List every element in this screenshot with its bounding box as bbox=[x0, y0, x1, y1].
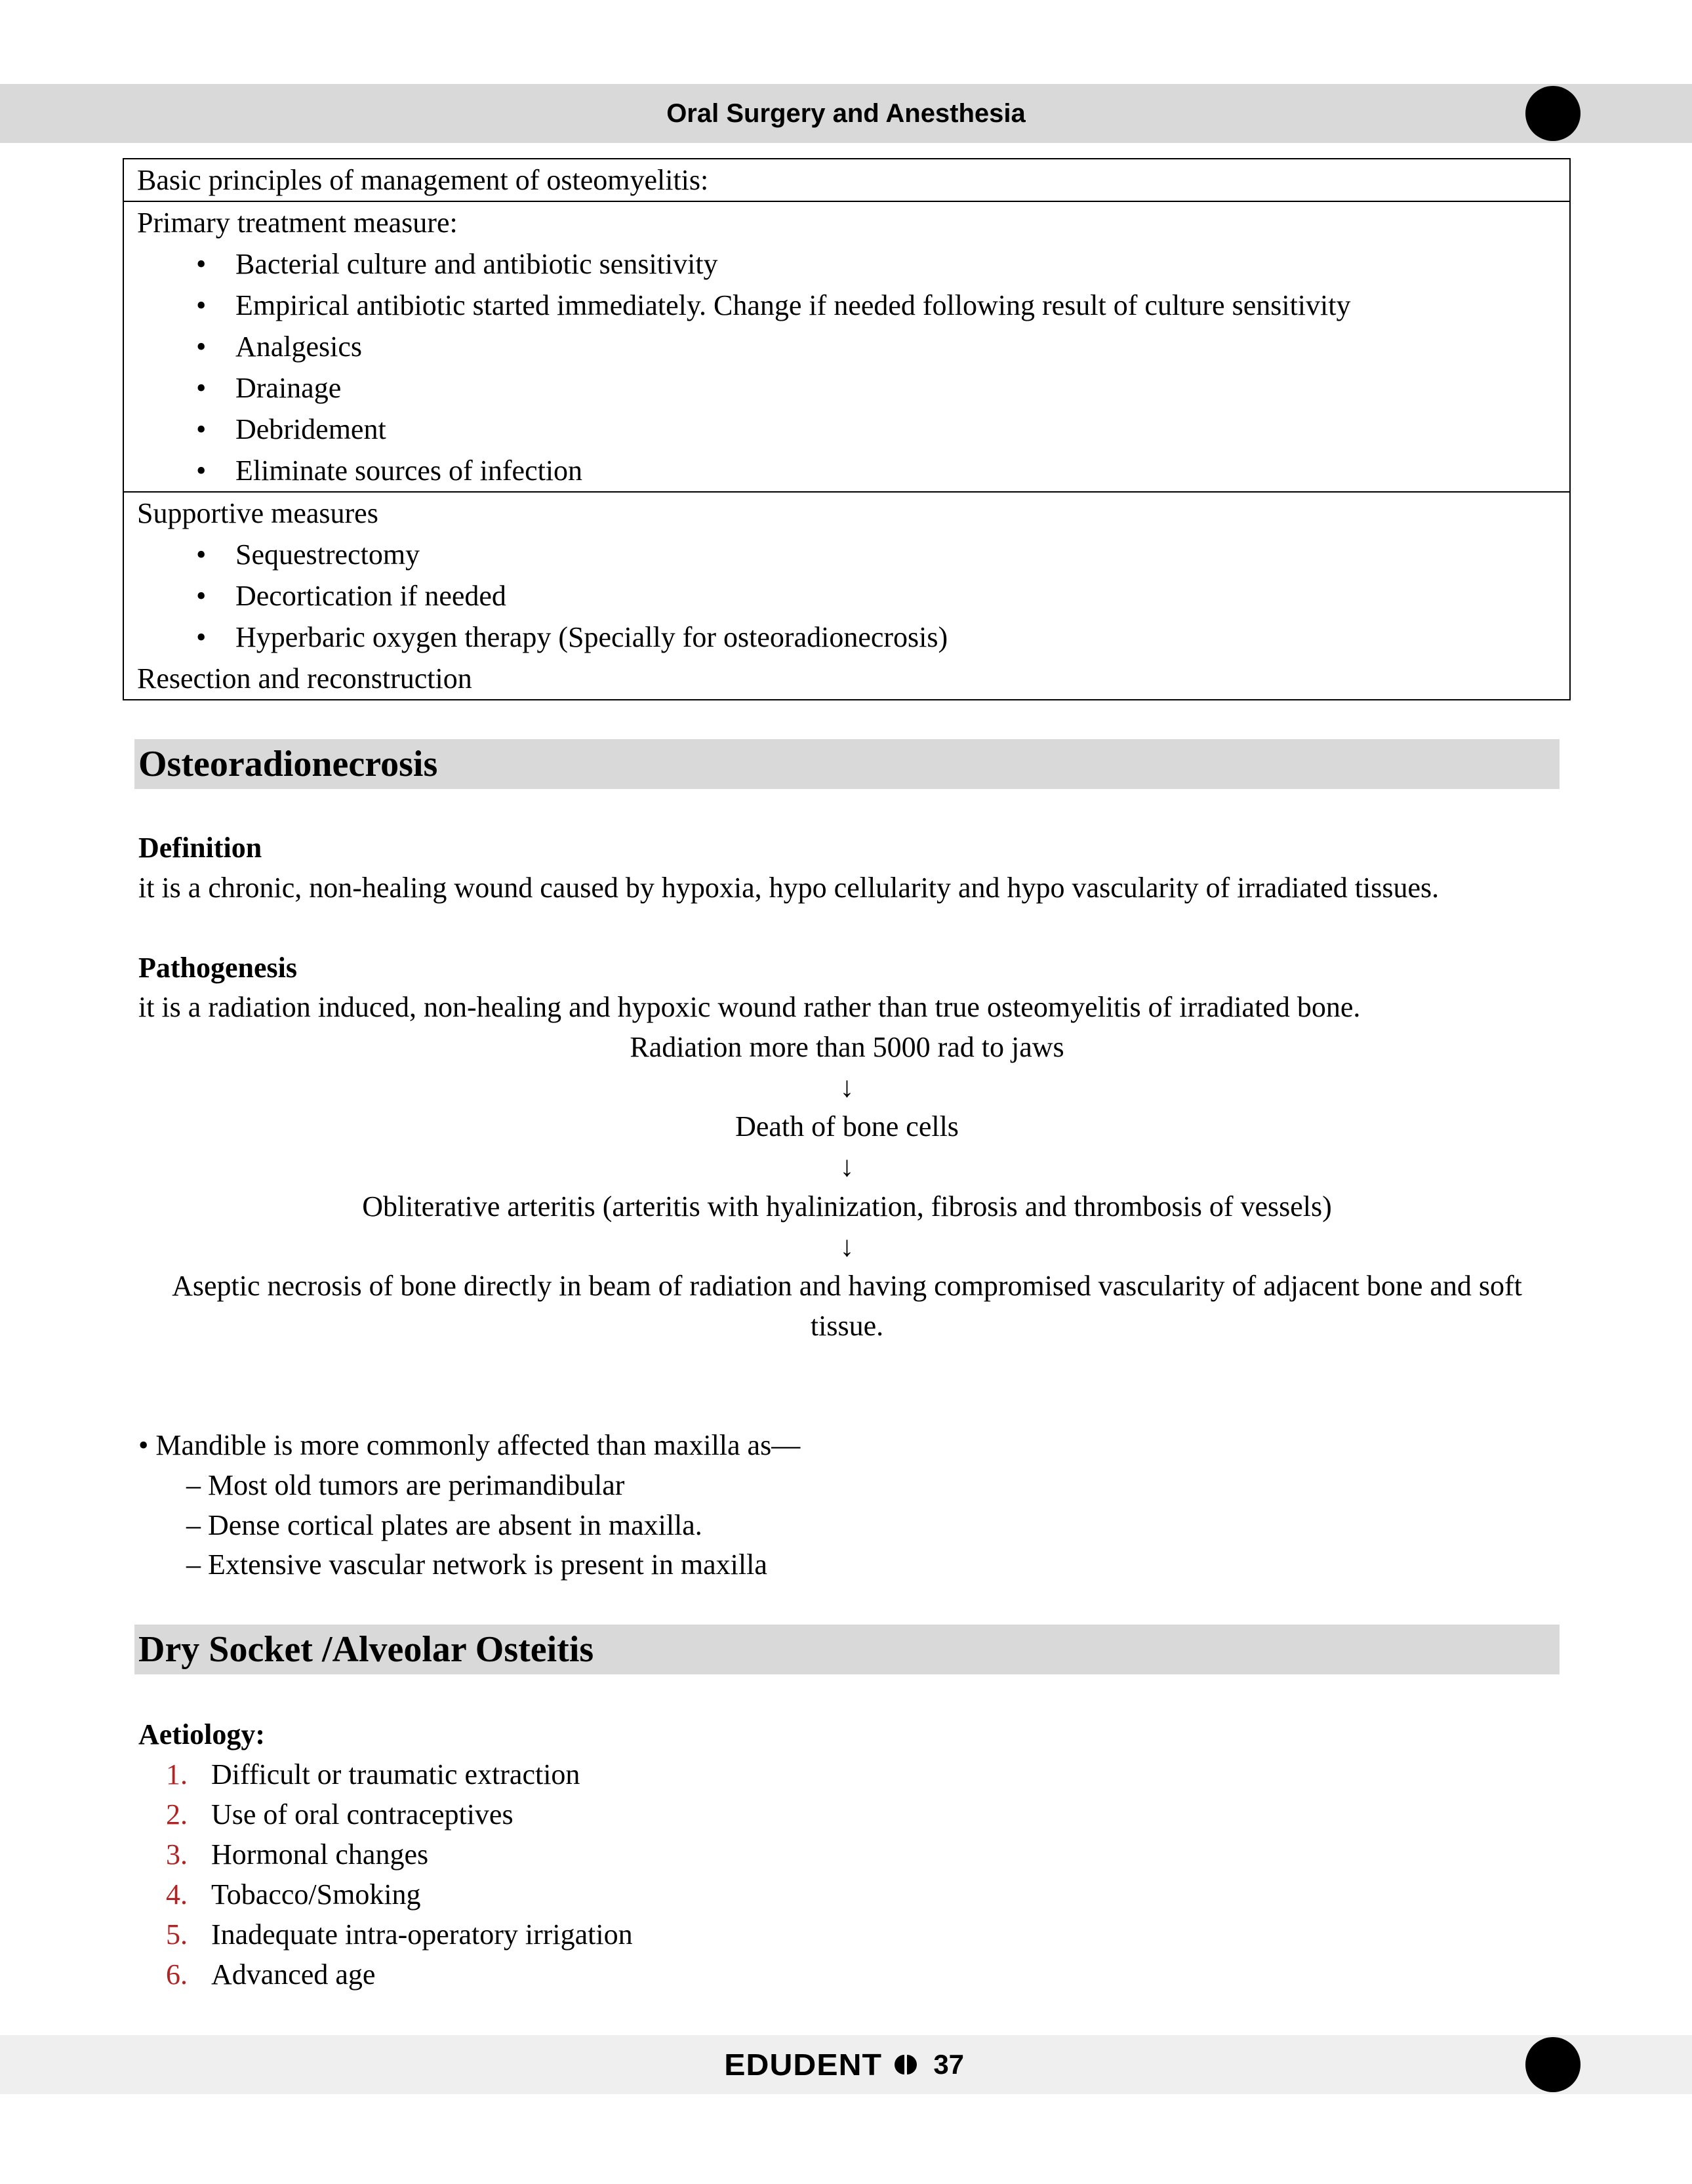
table-title-cell bbox=[123, 159, 1570, 201]
flow-arrow: ↓ bbox=[839, 1230, 855, 1263]
list-item: • Analgesics bbox=[196, 326, 1556, 367]
list-number: 5. bbox=[166, 1918, 188, 1951]
list-item: • Debridement bbox=[196, 409, 1556, 450]
definition-label: Definition bbox=[138, 832, 262, 864]
page-header bbox=[0, 84, 1692, 143]
flow-step: Obliterative arteritis (arteritis with hyalinization, fibrosis and thrombosis of vessels) bbox=[362, 1190, 1332, 1223]
primary-list bbox=[137, 243, 1556, 491]
aetiology-list-wrap bbox=[138, 1754, 633, 1994]
table-title: Basic principles of management of osteomyelitis: bbox=[137, 164, 709, 196]
list-number: 2. bbox=[166, 1798, 188, 1830]
list-item bbox=[138, 1794, 633, 1834]
list-item bbox=[138, 1914, 633, 1954]
page-number: 37 bbox=[933, 2049, 965, 2080]
section-heading-osteoradionecrosis bbox=[134, 739, 1560, 789]
primary-heading: Primary treatment measure: bbox=[137, 207, 458, 239]
list-item: • Sequestrectomy bbox=[196, 534, 1556, 575]
section-heading-dry-socket bbox=[134, 1625, 1560, 1674]
flow-step: Aseptic necrosis of bone directly in beam of radiation and having compromised vascularity of adjacent bone and soft tissue. bbox=[172, 1270, 1522, 1342]
section-title: Osteoradionecrosis bbox=[138, 744, 438, 784]
sub-point: – Extensive vascular network is present in maxilla bbox=[186, 1548, 767, 1581]
header-title: Oral Surgery and Anesthesia bbox=[666, 98, 1026, 128]
list-item: • Decortication if needed bbox=[196, 575, 1556, 617]
section-title: Dry Socket /Alveolar Osteitis bbox=[138, 1629, 594, 1670]
mandible-point: • Mandible is more commonly affected than maxilla as— bbox=[138, 1429, 801, 1461]
pathogenesis-label: Pathogenesis bbox=[138, 952, 297, 984]
page-footer bbox=[0, 2035, 1692, 2094]
supportive-list bbox=[137, 534, 1556, 658]
flow-arrow: ↓ bbox=[839, 1150, 855, 1183]
list-text: Difficult or traumatic extraction bbox=[211, 1758, 580, 1790]
sub-point: – Most old tumors are perimandibular bbox=[186, 1469, 625, 1501]
list-number: 4. bbox=[166, 1878, 188, 1911]
list-item: • Empirical antibiotic started immediately. Change if needed following result of culture sensitivity bbox=[196, 285, 1556, 326]
list-text: Use of oral contraceptives bbox=[211, 1798, 514, 1830]
header-circle-marker bbox=[1525, 86, 1581, 141]
brand-logo-text: EDUDENT bbox=[724, 2048, 883, 2082]
supportive-heading: Supportive measures bbox=[137, 497, 378, 529]
list-item: • Eliminate sources of infection bbox=[196, 450, 1556, 491]
list-item bbox=[138, 1834, 633, 1874]
flow-step: Death of bone cells bbox=[735, 1110, 959, 1143]
flow-arrow: ↓ bbox=[839, 1071, 855, 1103]
flow-step: Radiation more than 5000 rad to jaws bbox=[630, 1031, 1064, 1063]
list-item: • Drainage bbox=[196, 367, 1556, 409]
list-number: 3. bbox=[166, 1838, 188, 1871]
pathogenesis-text: it is a radiation induced, non-healing and hypoxic wound rather than true osteomyelitis of irradiated bone. bbox=[138, 991, 1361, 1023]
sub-point: – Dense cortical plates are absent in maxilla. bbox=[186, 1509, 702, 1541]
footer-circle-marker bbox=[1525, 2037, 1581, 2092]
primary-measures-cell bbox=[123, 201, 1570, 492]
list-item: • Bacterial culture and antibiotic sensitivity bbox=[196, 243, 1556, 285]
supportive-measures-cell bbox=[123, 492, 1570, 700]
definition-text: it is a chronic, non-healing wound caused by hypoxia, hypo cellularity and hypo vascularity of irradiated tissues. bbox=[138, 872, 1440, 904]
brand-mark-icon bbox=[893, 2053, 919, 2076]
aetiology-label: Aetiology: bbox=[138, 1718, 266, 1750]
list-text: Tobacco/Smoking bbox=[211, 1878, 421, 1911]
list-item bbox=[138, 1874, 633, 1914]
list-text: Inadequate intra-operatory irrigation bbox=[211, 1918, 633, 1951]
resection-line: Resection and reconstruction bbox=[137, 662, 472, 695]
list-number: 6. bbox=[166, 1958, 188, 1991]
list-text: Hormonal changes bbox=[211, 1838, 429, 1871]
list-item: • Hyperbaric oxygen therapy (Specially for osteoradionecrosis) bbox=[196, 617, 1556, 658]
aetiology-list bbox=[138, 1754, 633, 1994]
list-text: Advanced age bbox=[211, 1958, 376, 1991]
management-table bbox=[123, 158, 1571, 700]
list-number: 1. bbox=[166, 1758, 188, 1790]
list-item bbox=[138, 1754, 633, 1794]
list-item bbox=[138, 1954, 633, 1994]
